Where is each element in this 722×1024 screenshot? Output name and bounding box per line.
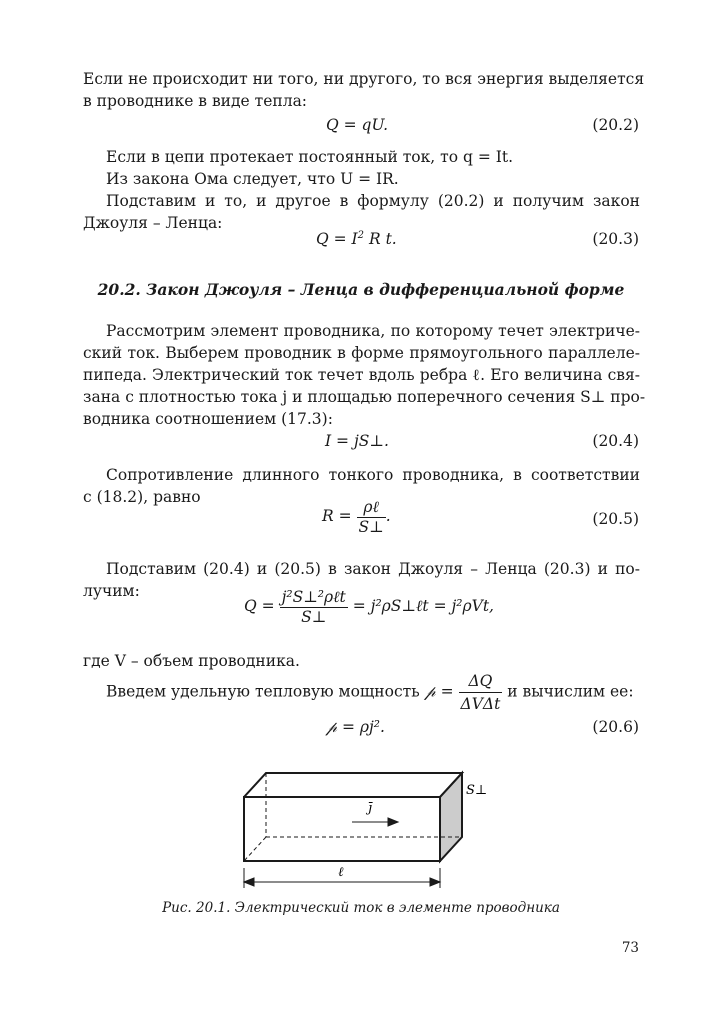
equation-number-20-3: (20.3): [592, 230, 639, 248]
eq-20-5-fraction: [357, 498, 386, 536]
paragraph-element-line-3: пипеда. Электрический ток течет вдоль ребра ℓ. Его величина свя-: [83, 366, 640, 384]
figure-conductor: [230, 760, 500, 895]
eq-20-5-denominator: S⊥: [358, 518, 384, 536]
eq-20-5-lhs: R =: [322, 507, 352, 525]
paragraph-subst2-line-2: лучим:: [83, 582, 140, 600]
paragraph-subst-line-2: Джоуля – Ленца:: [83, 214, 223, 232]
power-denominator: ΔVΔt: [460, 695, 501, 713]
front-face: [244, 797, 440, 861]
power-tail: и вычислим ее:: [507, 682, 634, 701]
eq-big-fraction: [280, 588, 348, 626]
current-arrow: [352, 818, 398, 826]
paragraph-element-line-2: ский ток. Выберем проводник в форме прямоугольного параллеле-: [83, 344, 640, 362]
intro-line-2: в проводнике в виде тепла:: [83, 92, 308, 110]
paragraph-ohm: Из закона Ома следует, что U = IR.: [106, 170, 399, 188]
power-symbol: 𝓅 =: [424, 682, 454, 701]
intro-line-1: Если не происходит ни того, ни другого, то вся энергия выделяется: [83, 70, 645, 88]
power-fraction: [459, 670, 503, 715]
equation-20-3: [316, 230, 397, 248]
eq-big-denominator: S⊥: [301, 608, 327, 626]
paragraph-resist-line-2: с (18.2), равно: [83, 488, 201, 506]
paragraph-resist-line-1: Сопротивление длинного тонкого проводника, в соответствии: [106, 466, 640, 484]
eq-20-3-exp: 2: [357, 230, 365, 241]
eq-20-3-rhs: R t.: [368, 230, 397, 249]
power-lead: Введем удельную тепловую мощность: [106, 682, 420, 701]
equation-20-2: Q = qU.: [326, 116, 389, 134]
eq-20-5-tail: .: [385, 507, 391, 525]
eq-20-3-lhs: Q = I: [316, 230, 358, 249]
hidden-edges: [244, 773, 462, 861]
length-label: ℓ: [338, 865, 344, 880]
equation-big: [244, 588, 494, 626]
equation-20-4: I = jS⊥.: [325, 432, 389, 450]
paragraph-element-line-1: Рассмотрим элемент проводника, по которому течет электриче-: [106, 322, 640, 340]
current-density-label: j̄: [368, 801, 373, 816]
paragraph-volume: где V – объем проводника.: [83, 652, 300, 670]
power-numerator: ΔQ: [459, 670, 503, 693]
section-heading: 20.2. Закон Джоуля – Ленца в дифференциальной форме: [97, 280, 625, 299]
equation-20-5: [322, 498, 391, 536]
eq-big-numerator: j²S⊥²ρℓt: [281, 588, 346, 606]
top-face: [244, 773, 462, 797]
paragraph-subst2-line-1: Подставим (20.4) и (20.5) в закон Джоуля – Ленца (20.3) и по-: [106, 560, 640, 578]
paragraph-current: Если в цепи протекает постоянный ток, то q = It.: [106, 148, 514, 166]
paragraph-element-line-4: зана с плотностью тока j и площадью поперечного сечения S⊥ про-: [83, 388, 646, 406]
eq-20-5-numerator: ρℓ: [357, 498, 386, 518]
equation-20-6: 𝓅 = ρj².: [326, 718, 385, 736]
paragraph-element-line-5: водника соотношением (17.3):: [83, 410, 333, 428]
paragraph-power: [106, 670, 666, 715]
figure-caption: Рис. 20.1. Электрический ток в элементе проводника: [162, 900, 560, 916]
eq-big-lhs: Q =: [244, 597, 275, 615]
page-number: 73: [621, 940, 639, 956]
cross-section-label: S⊥: [466, 783, 488, 798]
equation-number-20-5: (20.5): [592, 510, 639, 528]
equation-number-20-4: (20.4): [592, 432, 639, 450]
equation-number-20-6: (20.6): [592, 718, 639, 736]
paragraph-subst-line-1: Подставим и то, и другое в формулу (20.2) и получим закон: [106, 192, 640, 210]
eq-big-rhs: = j²ρS⊥ℓt = j²ρVt,: [352, 597, 494, 615]
equation-number-20-2: (20.2): [592, 116, 639, 134]
